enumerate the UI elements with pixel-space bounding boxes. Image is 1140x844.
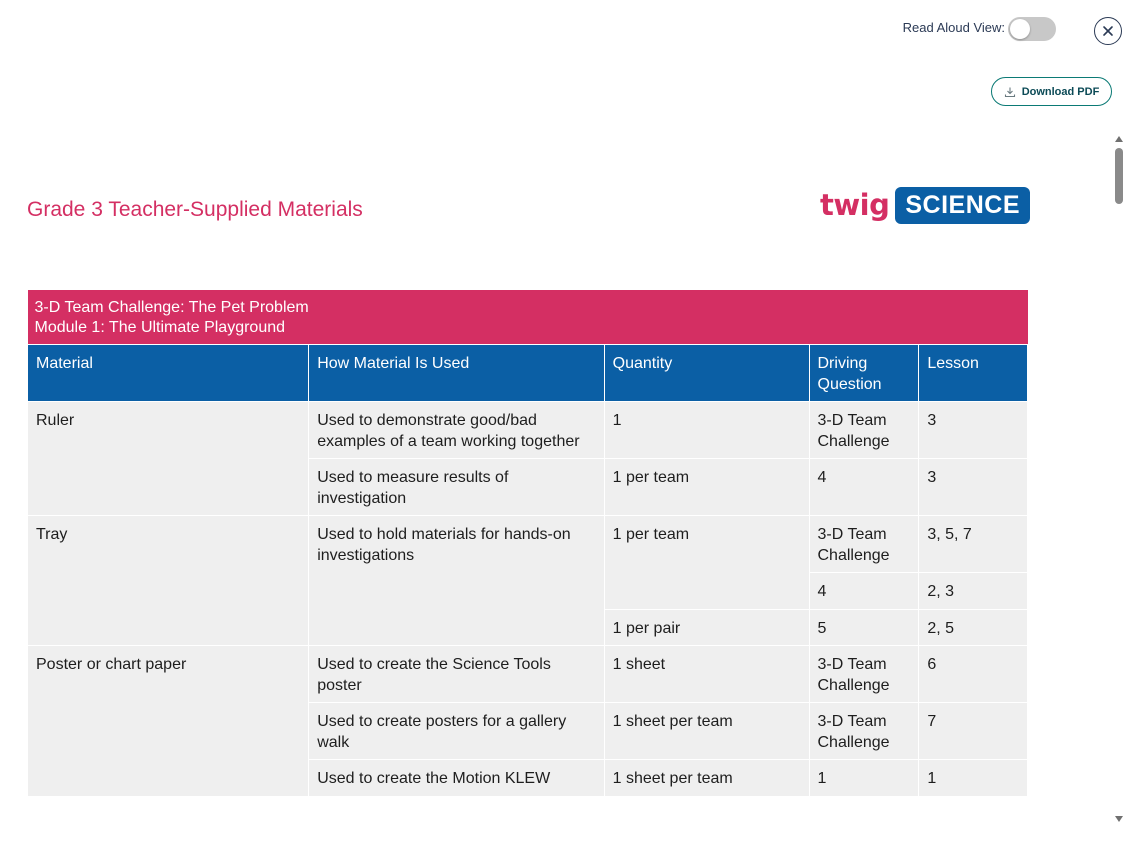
- how-used-cell: Used to demonstrate good/bad examples of a team working together: [309, 402, 604, 459]
- table-row: [28, 516, 1028, 573]
- driving-question-cell: 3-D Team Challenge: [809, 516, 919, 573]
- table-row: [28, 646, 1028, 703]
- column-header-quantity: Quantity: [604, 345, 809, 402]
- lesson-cell: 1: [919, 760, 1028, 797]
- column-header-lesson: Lesson: [919, 345, 1028, 402]
- material-cell: Poster or chart paper: [28, 646, 309, 797]
- download-pdf-label: Download PDF: [1021, 85, 1100, 98]
- download-pdf-button[interactable]: [991, 77, 1112, 106]
- quantity-cell: 1 per team: [604, 516, 809, 610]
- lesson-cell: 2, 3: [919, 573, 1028, 610]
- scroll-down-arrow-icon[interactable]: [1115, 816, 1123, 822]
- quantity-cell: 1 sheet per team: [604, 703, 809, 760]
- how-used-cell: Used to hold materials for hands-on investigations: [309, 516, 604, 646]
- logo-twig-text: twig: [820, 188, 890, 222]
- driving-question-cell: 4: [809, 459, 919, 516]
- materials-table: [27, 290, 1028, 797]
- quantity-cell: 1 per team: [604, 459, 809, 516]
- document-scrollbar[interactable]: [1112, 132, 1126, 826]
- how-used-cell: Used to create the Science Tools poster: [309, 646, 604, 703]
- challenge-title: 3-D Team Challenge: The Pet Problem: [34, 299, 309, 316]
- quantity-cell: 1: [604, 402, 809, 459]
- lesson-cell: 3: [919, 402, 1028, 459]
- lesson-cell: 7: [919, 703, 1028, 760]
- column-header-how-used: How Material Is Used: [309, 345, 604, 402]
- driving-question-cell: 3-D Team Challenge: [809, 703, 919, 760]
- read-aloud-toggle[interactable]: [1008, 17, 1056, 41]
- page-title: Grade 3 Teacher-Supplied Materials: [27, 198, 363, 221]
- column-header-driving-question: Driving Question: [809, 345, 919, 402]
- column-header-material: Material: [28, 345, 309, 402]
- driving-question-cell: 4: [809, 573, 919, 610]
- read-aloud-label: Read Aloud View:: [902, 20, 1005, 35]
- close-button[interactable]: [1094, 17, 1122, 45]
- lesson-cell: 3, 5, 7: [919, 516, 1028, 573]
- toggle-knob: [1010, 19, 1030, 39]
- logo-science-badge: SCIENCE: [895, 187, 1030, 224]
- material-cell: Tray: [28, 516, 309, 646]
- driving-question-cell: 3-D Team Challenge: [809, 402, 919, 459]
- quantity-cell: 1 sheet: [604, 646, 809, 703]
- quantity-cell: 1 per pair: [604, 609, 809, 646]
- scroll-thumb[interactable]: [1115, 148, 1123, 204]
- module-title: Module 1: The Ultimate Playground: [34, 319, 286, 336]
- driving-question-cell: 1: [809, 760, 919, 797]
- lesson-cell: 2, 5: [919, 609, 1028, 646]
- material-cell: Ruler: [28, 402, 309, 516]
- close-icon: [1102, 25, 1114, 37]
- document-viewer: [0, 132, 1110, 826]
- lesson-cell: 6: [919, 646, 1028, 703]
- twig-science-logo: [820, 182, 1030, 228]
- how-used-cell: Used to create the Motion KLEW: [309, 760, 604, 797]
- scroll-up-arrow-icon[interactable]: [1115, 136, 1123, 142]
- how-used-cell: Used to create posters for a gallery walk: [309, 703, 604, 760]
- column-header-row: [28, 345, 1028, 402]
- table-row: [28, 402, 1028, 459]
- quantity-cell: 1 sheet per team: [604, 760, 809, 797]
- module-banner: [28, 290, 1028, 345]
- module-banner-row: [28, 290, 1028, 345]
- download-icon: [1004, 86, 1016, 98]
- driving-question-cell: 3-D Team Challenge: [809, 646, 919, 703]
- how-used-cell: Used to measure results of investigation: [309, 459, 604, 516]
- driving-question-cell: 5: [809, 609, 919, 646]
- lesson-cell: 3: [919, 459, 1028, 516]
